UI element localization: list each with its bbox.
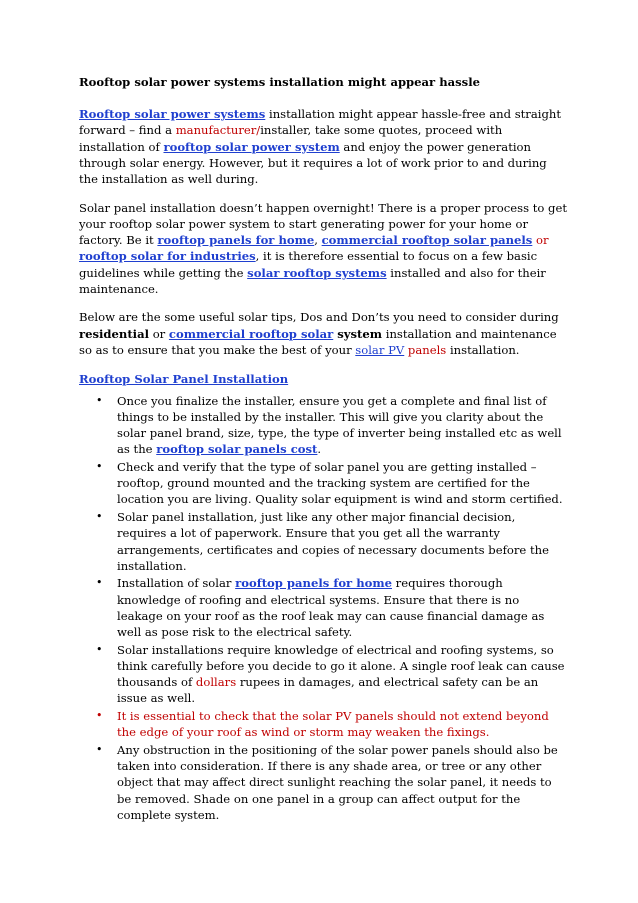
text: or: [149, 326, 169, 341]
text: installer, take some quotes, proceed with installation of: [79, 123, 503, 154]
list-item-warning: [96, 708, 567, 740]
red-text: or: [532, 233, 549, 248]
bold-text: residential: [79, 326, 150, 341]
text: .: [317, 442, 322, 457]
text: installation.: [446, 342, 520, 357]
list-item: [96, 575, 567, 640]
text: and enjoy the power generation through solar energy. However, but it requires a lot of work prior to and during the installation as well during.: [79, 139, 547, 187]
link-rooftop-solar-for-industries[interactable]: rooftop solar for industries: [79, 249, 256, 264]
link-commercial-rooftop-solar-panels[interactable]: commercial rooftop solar panels: [321, 233, 533, 248]
text: Solar installations require knowledge of electrical and roofing systems, so think carefully before you decide to go it alone. A single roof leak can cause thousands of: [117, 642, 565, 690]
paragraph-intro: [79, 106, 567, 187]
text: Solar panel installation, just like any other major financial decision, requires a lot of paperwork. Ensure that you get all the warranty arrangements, certificates and copies of necessary documents before the installation.: [117, 510, 549, 573]
list-item: [96, 642, 567, 707]
bullet-icon: •: [96, 576, 103, 590]
link-rooftop-solar-power-system[interactable]: rooftop solar power system: [163, 139, 340, 154]
text: installation and maintenance so as to ensure that you make the best of your: [79, 326, 557, 357]
text: Installation of solar: [117, 576, 236, 591]
bullet-icon: •: [96, 460, 103, 474]
document-title: Rooftop solar power systems installation might appear hassle: [79, 75, 480, 89]
link-solar-pv[interactable]: solar PV: [355, 342, 405, 357]
text: Once you finalize the installer, ensure you get a complete and final list of things to be installed by the installer. This will give you clarity about the solar panel brand, size, type, the type of inverter being installed etc as well as the: [117, 393, 562, 457]
bold-text: system: [333, 326, 383, 341]
text: requires thorough knowledge of roofing and electrical systems. Ensure that there is no leakage on your roof as the roof leak may can cause financial damage as well as pose risk to the electrical safety.: [117, 576, 545, 640]
link-rooftop-panels-for-home-2[interactable]: rooftop panels for home: [235, 576, 392, 591]
link-rooftop-solar-panels-cost[interactable]: rooftop solar panels cost: [156, 442, 318, 457]
installation-tips-list: [79, 393, 567, 823]
bullet-icon: •: [96, 709, 103, 723]
text: Check and verify that the type of solar panel you are getting installed – rooftop, ground mounted and the tracking system are certified for the location you are living. Quality solar equipment is wind and storm certified.: [117, 460, 563, 507]
bullet-icon: •: [96, 642, 103, 656]
text: Solar panel installation doesn’t happen overnight! There is a proper process to get your rooftop solar power system to start generating power for your home or factory. Be it: [79, 200, 567, 248]
paragraph-tips: [79, 309, 567, 358]
red-text: manufacturer/: [175, 123, 261, 138]
red-text: panels: [404, 342, 447, 357]
text: It is essential to check that the solar PV panels should not extend beyond the edge of your roof as wind or storm may weaken the fixings.: [117, 709, 549, 740]
list-item: [96, 459, 567, 508]
link-solar-rooftop-systems[interactable]: solar rooftop systems: [247, 265, 387, 280]
text: Any obstruction in the positioning of the solar power panels should also be taken into consideration. If there is any shade area, or tree or any other object that may affect direct sunlight reaching the solar panel, it needs to be removed. Shade on one panel in a group can affect output for the complete system.: [117, 743, 558, 822]
list-item: [96, 742, 567, 823]
list-item: [96, 509, 567, 574]
bullet-icon: •: [96, 743, 103, 757]
text: installation might appear hassle-free and straight forward – find a: [79, 107, 562, 138]
text: Below are the some useful solar tips, Dos and Don’ts you need to consider during: [79, 310, 559, 325]
bullet-icon: •: [96, 510, 103, 524]
link-rooftop-solar-power-systems[interactable]: Rooftop solar power systems: [79, 107, 266, 122]
red-text: dollars: [195, 675, 237, 690]
paragraph-process: [79, 200, 567, 297]
text: , it is therefore essential to focus on a few basic guidelines while getting the: [79, 249, 538, 280]
text: installed and also for their maintenance.: [79, 265, 546, 296]
text: ,: [314, 233, 322, 248]
link-commercial-rooftop-solar[interactable]: commercial rooftop solar: [168, 326, 334, 341]
section-heading: [79, 371, 567, 387]
list-item: [96, 393, 567, 458]
link-rooftop-solar-panel-installation[interactable]: Rooftop Solar Panel Installation: [79, 371, 289, 386]
document-body: [79, 74, 567, 825]
text: rupees in damages, and electrical safety can be an issue as well.: [117, 675, 539, 706]
link-rooftop-panels-for-home[interactable]: rooftop panels for home: [157, 233, 315, 248]
bullet-icon: •: [96, 393, 103, 407]
